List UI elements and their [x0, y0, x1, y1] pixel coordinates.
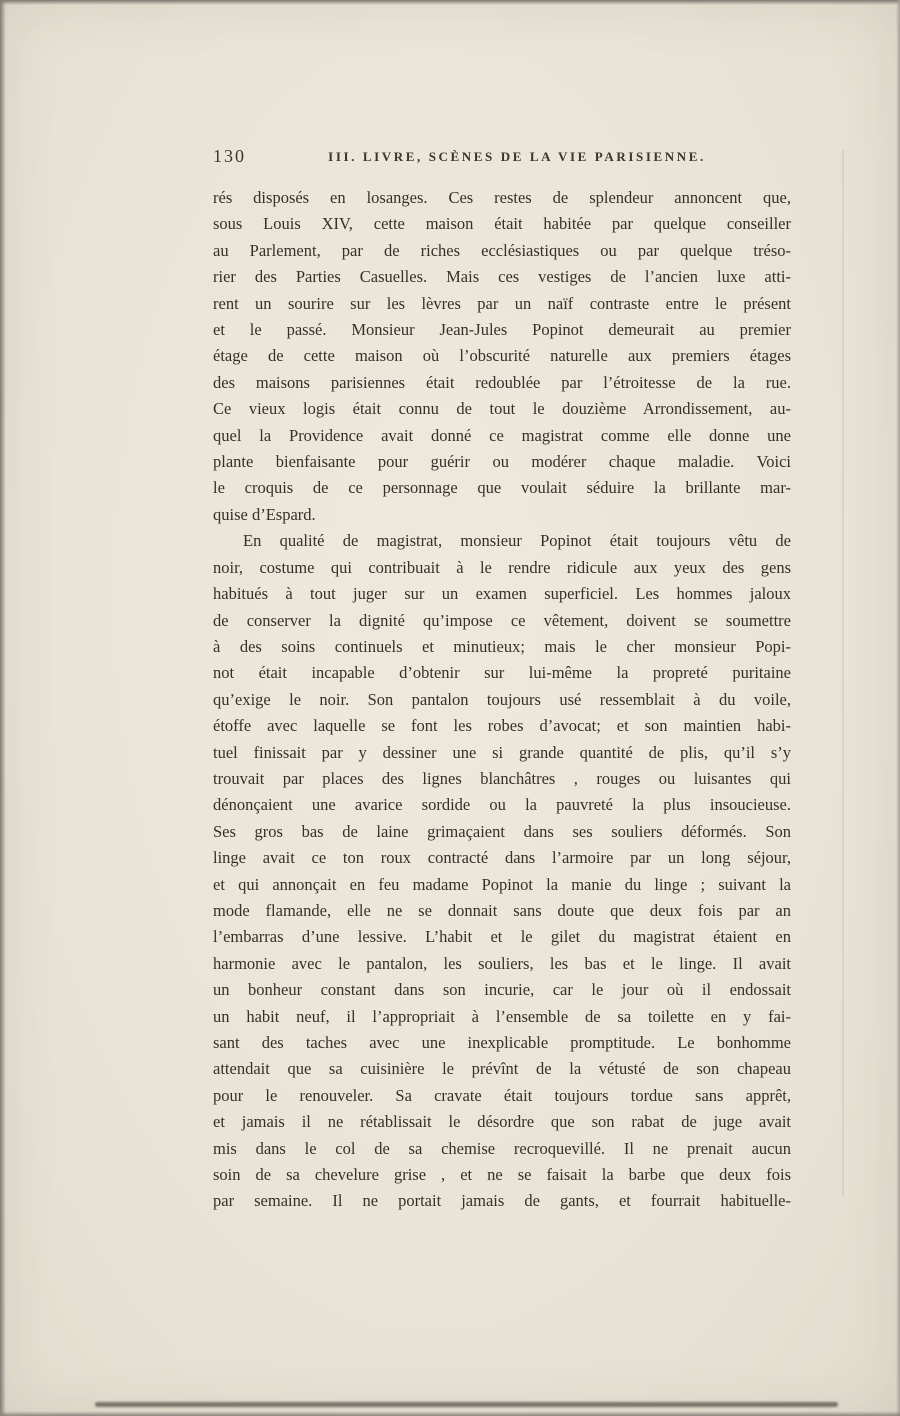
body-text: [213, 185, 791, 1215]
text-line: le croquis de ce personnage que voulait séduire la brillante mar-: [213, 478, 791, 498]
paragraph: [213, 185, 791, 528]
text-line: quel la Providence avait donné ce magistrat comme elle donne une: [213, 425, 791, 445]
text-line: un bonheur constant dans son incurie, car le jour où il endossait: [213, 980, 791, 1000]
text-line: plante bienfaisante pour guérir ou modérer chaque maladie. Voici: [213, 452, 791, 472]
text-line: et le passé. Monsieur Jean-Jules Popinot demeurait au premier: [213, 320, 791, 340]
scan-edge-left: [0, 0, 6, 1416]
text-line: En qualité de magistrat, monsieur Popinot était toujours vêtu de: [243, 531, 791, 551]
text-line: sant des taches avec une inexplicable promptitude. Le bonhomme: [213, 1033, 791, 1052]
text-line: linge avait ce ton roux contracté dans l’armoire par un long séjour,: [213, 848, 791, 868]
text-line: de conserver la dignité qu’impose ce vêtement, doivent se soumettre: [213, 610, 791, 630]
text-line: trouvait par places des lignes blanchâtres , rouges ou luisantes qui: [213, 768, 791, 788]
text-line: tuel finissait par y dessiner une si grande quantité de plis, qu’il s’y: [213, 742, 791, 762]
scan-edge-bottom: [0, 1411, 900, 1416]
text-line: Ses gros bas de laine grimaçaient dans ses souliers déformés. Son: [213, 821, 791, 841]
text-line: noir, costume qui contribuait à le rendre ridicule aux yeux des gens: [213, 557, 791, 577]
page-number: 130: [213, 146, 246, 166]
text-line: rier des Parties Casuelles. Mais ces vestiges de l’ancien luxe atti-: [213, 267, 791, 287]
text-line: harmonie avec le pantalon, les souliers, les bas et le linge. Il avait: [213, 953, 791, 973]
text-line: habitués à tout juger sur un examen superficiel. Les hommes jaloux: [213, 584, 791, 604]
text-line: un habit neuf, il l’appropriait à l’ensemble de sa toilette en y fai-: [213, 1006, 791, 1026]
paragraph: [213, 528, 791, 1215]
text-line: qu’exige le noir. Son pantalon toujours usé ressemblait à du voile,: [213, 689, 791, 709]
text-line: pour le renouveler. Sa cravate était toujours tordue sans apprêt,: [213, 1085, 791, 1105]
text-line: étage de cette maison où l’obscurité naturelle aux premiers étages: [213, 346, 791, 366]
running-title: III. LIVRE, SCÈNES DE LA VIE PARISIENNE.: [328, 149, 706, 164]
text-line: et jamais il ne rétablissait le désordre que son rabat de juge avait: [213, 1112, 791, 1132]
text-line: au Parlement, par de riches ecclésiastiques ou par quelque tréso-: [213, 240, 791, 260]
text-line: par semaine. Il ne portait jamais de gants, et fourrait habituelle-: [213, 1191, 791, 1211]
page-fold-line: [842, 150, 844, 1196]
text-line: rés disposés en losanges. Ces restes de splendeur annoncent que,: [213, 188, 791, 207]
text-line: à des soins continuels et minutieux; mais le cher monsieur Popi-: [213, 636, 791, 656]
text-line: sous Louis XIV, cette maison était habitée par quelque conseiller: [213, 214, 791, 234]
text-line: dénonçaient une avarice sordide ou la pauvreté la plus insoucieuse.: [213, 795, 791, 815]
scan-bottom-shadow-line: [95, 1402, 838, 1407]
text-line: Ce vieux logis était connu de tout le douzième Arrondissement, au-: [213, 399, 791, 419]
scan-edge-right: [896, 0, 900, 1416]
text-line: soin de sa chevelure grise , et ne se faisait la barbe que deux fois: [213, 1165, 791, 1185]
text-line: mode flamande, elle ne se donnait sans doute que deux fois par an: [213, 900, 791, 920]
text-line: des maisons parisiennes était redoublée par l’étroitesse de la rue.: [213, 372, 791, 392]
text-line: quise d’Espard.: [213, 504, 316, 524]
text-line: mis dans le col de sa chemise recroquevillé. Il ne prenait aucun: [213, 1138, 791, 1158]
scan-edge-top: [0, 0, 900, 5]
running-header: [213, 146, 791, 170]
text-line: et qui annonçait en feu madame Popinot la manie du linge ; suivant la: [213, 874, 791, 894]
text-line: attendait que sa cuisinière le prévînt de la vétusté de son chapeau: [213, 1059, 791, 1079]
text-line: l’embarras d’une lessive. L’habit et le gilet du magistrat étaient en: [213, 927, 791, 947]
text-block: [213, 146, 791, 1215]
text-line: étoffe avec laquelle se font les robes d’avocat; et son maintien habi-: [213, 716, 791, 736]
text-line: rent un sourire sur les lèvres par un naïf contraste entre le présent: [213, 293, 791, 313]
text-line: not était incapable d’obtenir sur lui-même la propreté puritaine: [213, 663, 791, 683]
